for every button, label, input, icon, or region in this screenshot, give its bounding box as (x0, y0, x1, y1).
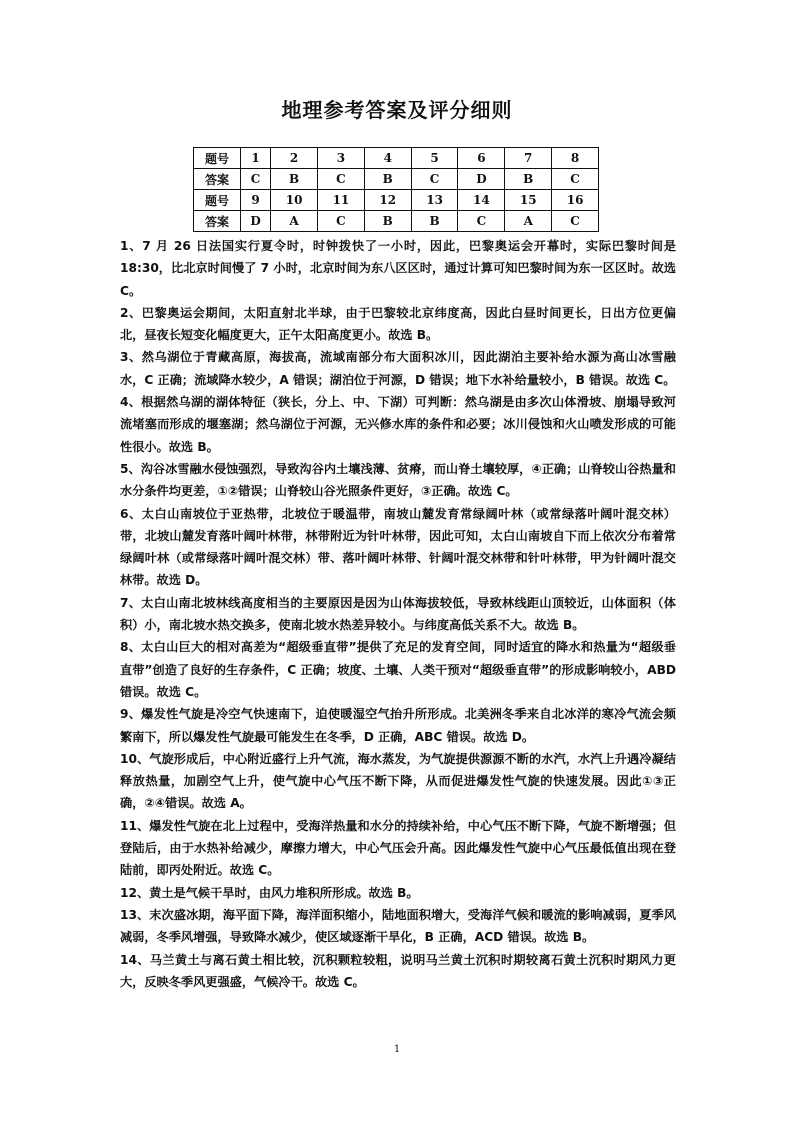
explanation-item: 11、爆发性气旋在北上过程中，受海洋热量和水分的持续补给，中心气压不断下降，气旋不断增强；但登陆后，由于水热补给减少，摩擦力增大，中心气压会升高。因此爆发性气旋中心气压最低值出现在登陆前，即丙处附近。故选 C。 (120, 818, 676, 878)
table-cell: 14 (458, 190, 505, 211)
table-cell: C (411, 169, 458, 190)
explanation-item: 7、太白山南北坡林线高度相当的主要原因是因为山体海拔较低，导致林线距山顶较近，山体面积（体积）小，南北坡水热交换多，使南北坡水热差异较小。与纬度高低关系不大。故选 B。 (120, 595, 676, 633)
table-cell: B (364, 211, 411, 232)
table-cell: C (552, 211, 599, 232)
table-cell: 4 (364, 148, 411, 169)
table-cell: D (458, 169, 505, 190)
table-cell: 1 (241, 148, 271, 169)
table-cell: 2 (271, 148, 318, 169)
table-cell: 7 (505, 148, 552, 169)
answer-table (193, 147, 599, 232)
table-cell: A (271, 211, 318, 232)
table-cell: D (241, 211, 271, 232)
table-cell: 11 (318, 190, 365, 211)
table-cell: B (364, 169, 411, 190)
page-title: 地理参考答案及评分细则 (281, 98, 513, 122)
page-number: 1 (393, 1044, 401, 1055)
explanation-item: 8、太白山巨大的相对高差为“超级垂直带”提供了充足的发育空间，同时适宜的降水和热量为“超级垂直带”创造了良好的生存条件，C 正确；坡度、土壤、人类干预对“超级垂直带”的形成影响较小，ABD 错误。故选 C。 (120, 640, 676, 699)
table-cell: C (241, 169, 271, 190)
row-label: 答案 (194, 211, 241, 232)
table-cell: 6 (458, 148, 505, 169)
explanation-list (120, 235, 676, 993)
table-cell: 15 (505, 190, 552, 211)
table-row (194, 211, 599, 232)
explanation-item: 9、爆发性气旋是冷空气快速南下，迫使暖湿空气抬升所形成。北美洲冬季来自北冰洋的寒冷气流会频繁南下，所以爆发性气旋最可能发生在冬季，D 正确，ABC 错误。故选 D。 (120, 707, 676, 744)
explanation-item: 6、太白山南坡位于亚热带，北坡位于暖温带，南坡山麓发育常绿阔叶林（或常绿落叶阔叶混交林）带，北坡山麓发育落叶阔叶林带，林带附近为针叶林带，因此可知，太白山南坡自下而上依次分布着常绿阔叶林（或常绿落叶阔叶混交林）带、落叶阔叶林带、针阔叶混交林带和针叶林带，甲为针阔叶混交林带。故选 D。 (120, 506, 676, 588)
table-cell: C (318, 169, 365, 190)
table-cell: 8 (552, 148, 599, 169)
row-label: 题号 (194, 148, 241, 169)
explanation-item: 1、7 月 26 日法国实行夏令时，时钟拨快了一小时，因此，巴黎奥运会开幕时，实际巴黎时间是 18:30，比北京时间慢了 7 小时，北京时间为东八区区时，通过计算可知巴黎时间为东一区区时。故选 C。 (120, 239, 676, 298)
explanation-item: 4、根据然乌湖的湖体特征（狭长，分上、中、下湖）可判断：然乌湖是由多次山体滑坡、崩塌导致河流堵塞而形成的堰塞湖；然乌湖位于河源，无兴修水库的条件和必要；冰川侵蚀和火山喷发形成的可能性很小。故选 B。 (120, 395, 676, 454)
explanation-item: 14、马兰黄土与离石黄土相比较，沉积颗粒较粗，说明马兰黄土沉积时期较离石黄土沉积时期风力更大，反映冬季风更强盛，气候冷干。故选 C。 (120, 952, 676, 989)
explanation-item: 2、巴黎奥运会期间，太阳直射北半球，由于巴黎较北京纬度高，因此白昼时间更长，日出方位更偏北，昼夜长短变化幅度更大，正午太阳高度更小。故选 B。 (120, 305, 676, 343)
table-cell: 12 (364, 190, 411, 211)
explanation-item: 13、末次盛冰期，海平面下降，海洋面积缩小，陆地面积增大，受海洋气候和暖流的影响减弱，夏季风减弱，冬季风增强，导致降水减少，使区域逐渐干旱化，B 正确，ACD 错误。故选 B。 (120, 907, 676, 945)
row-label: 答案 (194, 169, 241, 190)
table-cell: 16 (552, 190, 599, 211)
explanation-item: 10、气旋形成后，中心附近盛行上升气流，海水蒸发，为气旋提供源源不断的水汽，水汽上升遇冷凝结释放热量，加剧空气上升，使气旋中心气压不断下降，从而促进爆发性气旋的快速发展。因此①③正确，②④错误。故选 A。 (120, 751, 676, 811)
table-cell: 10 (271, 190, 318, 211)
table-row (194, 190, 599, 211)
explanation-item: 12、黄土是气候干旱时，由风力堆积所形成。故选 B。 (120, 885, 419, 900)
table-cell: 5 (411, 148, 458, 169)
table-cell: 3 (318, 148, 365, 169)
table-cell: B (411, 211, 458, 232)
table-cell: B (505, 169, 552, 190)
table-cell: 13 (411, 190, 458, 211)
table-cell: C (552, 169, 599, 190)
table-row (194, 169, 599, 190)
row-label: 题号 (194, 190, 241, 211)
table-cell: C (458, 211, 505, 232)
table-row (194, 148, 599, 169)
table-cell: C (318, 211, 365, 232)
explanation-item: 5、沟谷冰雪融水侵蚀强烈，导致沟谷内土壤浅薄、贫瘠，而山脊土壤较厚，④正确；山脊较山谷热量和水分条件均更差，①②错误；山脊较山谷光照条件更好，③正确。故选 C。 (120, 461, 676, 499)
table-cell: A (505, 211, 552, 232)
explanation-item: 3、然乌湖位于青藏高原，海拔高，流域南部分布大面积冰川，因此湖泊主要补给水源为高山冰雪融水，C 正确；流域降水较少，A 错误；湖泊位于河源，D 错误；地下水补给量较小，B 错误。故选 C。 (120, 350, 676, 387)
table-cell: 9 (241, 190, 271, 211)
table-cell: B (271, 169, 318, 190)
